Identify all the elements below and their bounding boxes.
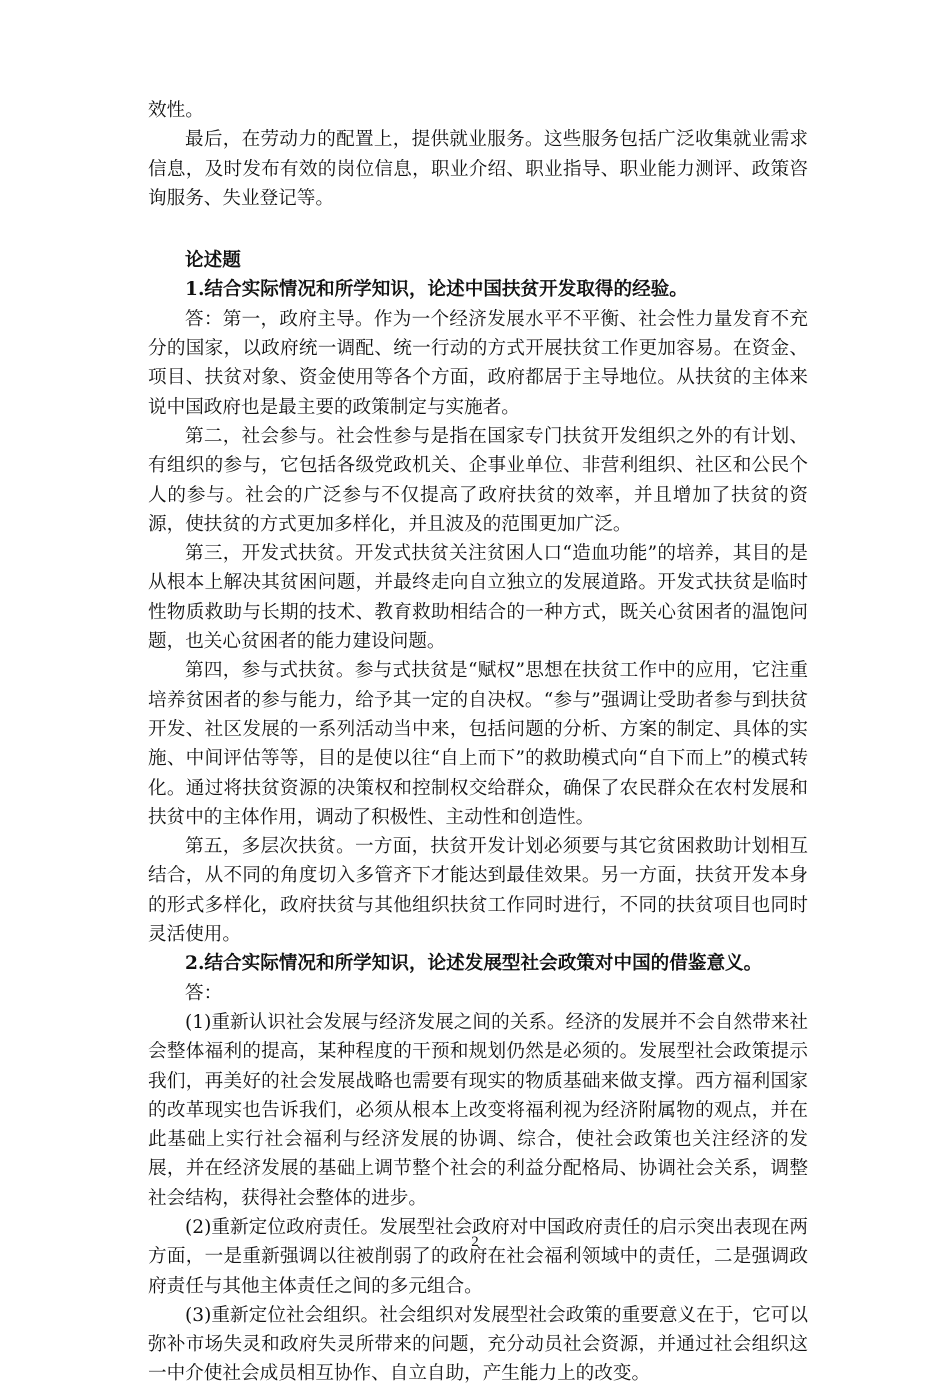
section-title: 论述题 xyxy=(185,250,241,272)
section-spacer xyxy=(148,213,808,246)
q1-answer-paragraph: 第四，参与式扶贫。参与式扶贫是“赋权”思想在扶贫工作中的应用，它注重培养贫困者的参与能力，给予其一定的自决权。“参与”强调让受助者参与到扶贫开发、社区发展的一系列活动当中来，包括问题的分析、方案的制定、具体的实施、中间评估等等，目的是使以往“自上而下”的救助模式向“自下而上”的模式转化。通过将扶贫资源的决策权和控制权交给群众，确保了农民群众在农村发展和扶贫中的主体作用，调动了积极性、主动性和创造性。 xyxy=(148,660,808,828)
q1-answer-paragraph: 第三，开发式扶贫。开发式扶贫关注贫困人口“造血功能”的培养，其目的是从根本上解决其贫困问题，并最终走向自立独立的发展道路。开发式扶贫是临时性物质救助与长期的技术、教育救助相结合的一种方式，既关心贫困者的温饱问题，也关心贫困者的能力建设问题。 xyxy=(148,543,808,653)
intro-fragment: 效性。 xyxy=(148,100,204,121)
q2-answer-paragraph: (2)重新定位政府责任。发展型社会政府对中国政府责任的启示突出表现在两方面，一是重新强调以往被削弱了的政府在社会福利领域中的责任，二是强调政府责任与其他主体责任之间的多元组合。 xyxy=(148,1216,808,1297)
question-2-title: 2.结合实际情况和所学知识，论述发展型社会政策对中国的借鉴意义。 xyxy=(185,953,763,975)
q1-answer-paragraph: 答：第一，政府主导。作为一个经济发展水平不平衡、社会性力量发育不充分的国家，以政府统一调配、统一行动的方式开展扶贫工作更加容易。在资金、项目、扶贫对象、资金使用等各个方面，政府都居于主导地位。从扶贫的主体来说中国政府也是最主要的政策制定与实施者。 xyxy=(148,308,808,418)
question-1-title: 1.结合实际情况和所学知识，论述中国扶贫开发取得的经验。 xyxy=(185,279,688,301)
q2-answer-paragraph: (1)重新认识社会发展与经济发展之间的关系。经济的发展并不会自然带来社会整体福利的提高，某种程度的干预和规划仍然是必须的。发展型社会政策提示我们，再美好的社会发展战略也需要有现实的物质基础来做支撑。西方福利国家的改革现实也告诉我们，必须从根本上改变将福利视为经济附属物的观点，并在此基础上实行社会福利与经济发展的协调、综合，使社会政策也关注经济的发展，并在经济发展的基础上调节整个社会的利益分配格局、协调社会关系，调整社会结构，获得社会整体的进步。 xyxy=(148,1011,808,1209)
page-number: 2 xyxy=(471,1234,479,1250)
page-content xyxy=(148,96,808,1389)
q1-answer-paragraph: 第五，多层次扶贫。一方面，扶贫开发计划必须要与其它贫困救助计划相互结合，从不同的角度切入多管齐下才能达到最佳效果。另一方面，扶贫开发本身的形式多样化，政府扶贫与其他组织扶贫工作同时进行，不同的扶贫项目也同时灵活使用。 xyxy=(148,836,808,946)
q2-answer-paragraph: (3)重新定位社会组织。社会组织对发展型社会政策的重要意义在于，它可以弥补市场失灵和政府失灵所带来的问题，充分动员社会资源，并通过社会组织这一中介使社会成员相互协作、自立自助，产生能力上的改变。 xyxy=(148,1304,808,1385)
q1-answer-paragraph: 第二，社会参与。社会性参与是指在国家专门扶贫开发组织之外的有计划、有组织的参与，它包括各级党政机关、企事业单位、非营利组织、社区和公民个人的参与。社会的广泛参与不仅提高了政府扶贫的效率，并且增加了扶贫的资源，使扶贫的方式更加多样化，并且波及的范围更加广泛。 xyxy=(148,425,808,535)
intro-paragraph: 最后，在劳动力的配置上，提供就业服务。这些服务包括广泛收集就业需求信息，及时发布有效的岗位信息，职业介绍、职业指导、职业能力测评、政策咨询服务、失业登记等。 xyxy=(148,129,808,209)
q2-answer-label: 答： xyxy=(185,982,223,1004)
